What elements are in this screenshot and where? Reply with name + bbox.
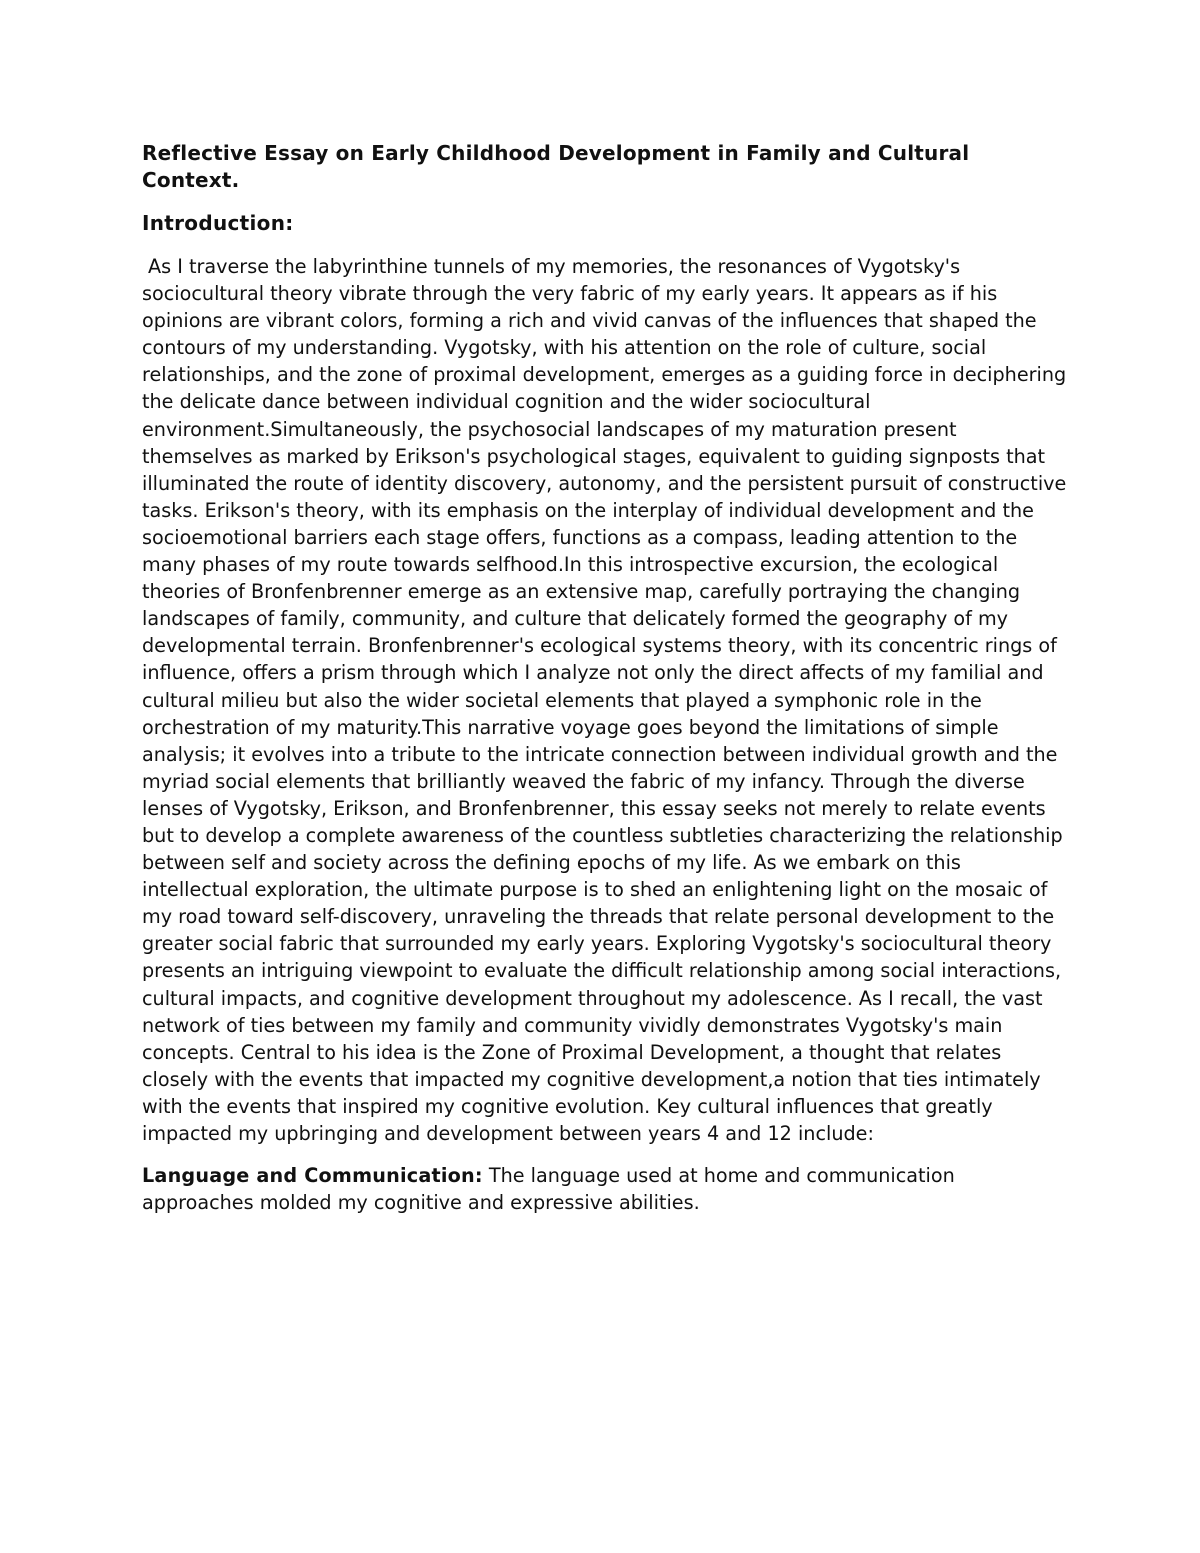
document-content <box>142 140 1070 1231</box>
essay-title: Reflective Essay on Early Childhood Development in Family and Cultural Context. <box>142 141 970 192</box>
introduction-heading: Introduction: <box>142 211 294 235</box>
introduction-paragraph <box>142 253 1070 1147</box>
language-communication-heading: Language and Communication: <box>142 1164 483 1188</box>
introduction-paragraph-text: As I traverse the labyrinthine tunnels of my memories, the resonances of Vygotsky's sociocultural theory vibrate through the very fabric of my early years. It appears as if his opinions are vibrant colors, forming a rich and vivid canvas of the influences that shaped the contours of my understanding. Vygotsky, with his attention on the role of culture, social relationships, and the zone of proximal development, emerges as a guiding force in deciphering the delicate dance between individual cognition and the wider sociocultural environment.Simultaneously, the psychosocial landscapes of my maturation present themselves as marked by Erikson's psychological stages, equivalent to guiding signposts that illuminated the route of identity discovery, autonomy, and the persistent pursuit of constructive tasks. Erikson's theory, with its emphasis on the interplay of individual development and the socioemotional barriers each stage offers, functions as a compass, leading attention to the many phases of my route towards selfhood.In this introspective excursion, the ecological theories of Bronfenbrenner emerge as an extensive map, carefully portraying the changing landscapes of family, community, and culture that delicately formed the geography of my developmental terrain. Bronfenbrenner's ecological systems theory, with its concentric rings of influence, offers a prism through which I analyze not only the direct affects of my familial and cultural milieu but also the wider societal elements that played a symphonic role in the orchestration of my maturity.This narrative voyage goes beyond the limitations of simple analysis; it evolves into a tribute to the intricate connection between individual growth and the myriad social elements that brilliantly weaved the fabric of my infancy. Through the diverse lenses of Vygotsky, Erikson, and Bronfenbrenner, this essay seeks not merely to relate events but to develop a complete awareness of the countless subtleties characterizing the relationship between self and society across the defining epochs of my life. As we embark on this intellectual exploration, the ultimate purpose is to shed an enlightening light on the mosaic of my road toward self-discovery, unraveling the threads that relate personal development to the greater social fabric that surrounded my early years. Exploring Vygotsky's sociocultural theory presents an intriguing viewpoint to evaluate the difficult relationship among social interactions, cultural impacts, and cognitive development throughout my adolescence. As I recall, the vast network of ties between my family and community vividly demonstrates Vygotsky's main concepts. Central to his idea is the Zone of Proximal Development, a thought that relates closely with the events that impacted my cognitive development,a notion that ties intimately with the events that inspired my cognitive evolution. Key cultural influences that greatly impacted my upbringing and development between years 4 and 12 include: <box>142 255 1067 1145</box>
language-communication-paragraph <box>142 1162 1070 1216</box>
language-communication-text: The language used at home and communication approaches molded my cognitive and expressive abilities. <box>142 1164 955 1215</box>
